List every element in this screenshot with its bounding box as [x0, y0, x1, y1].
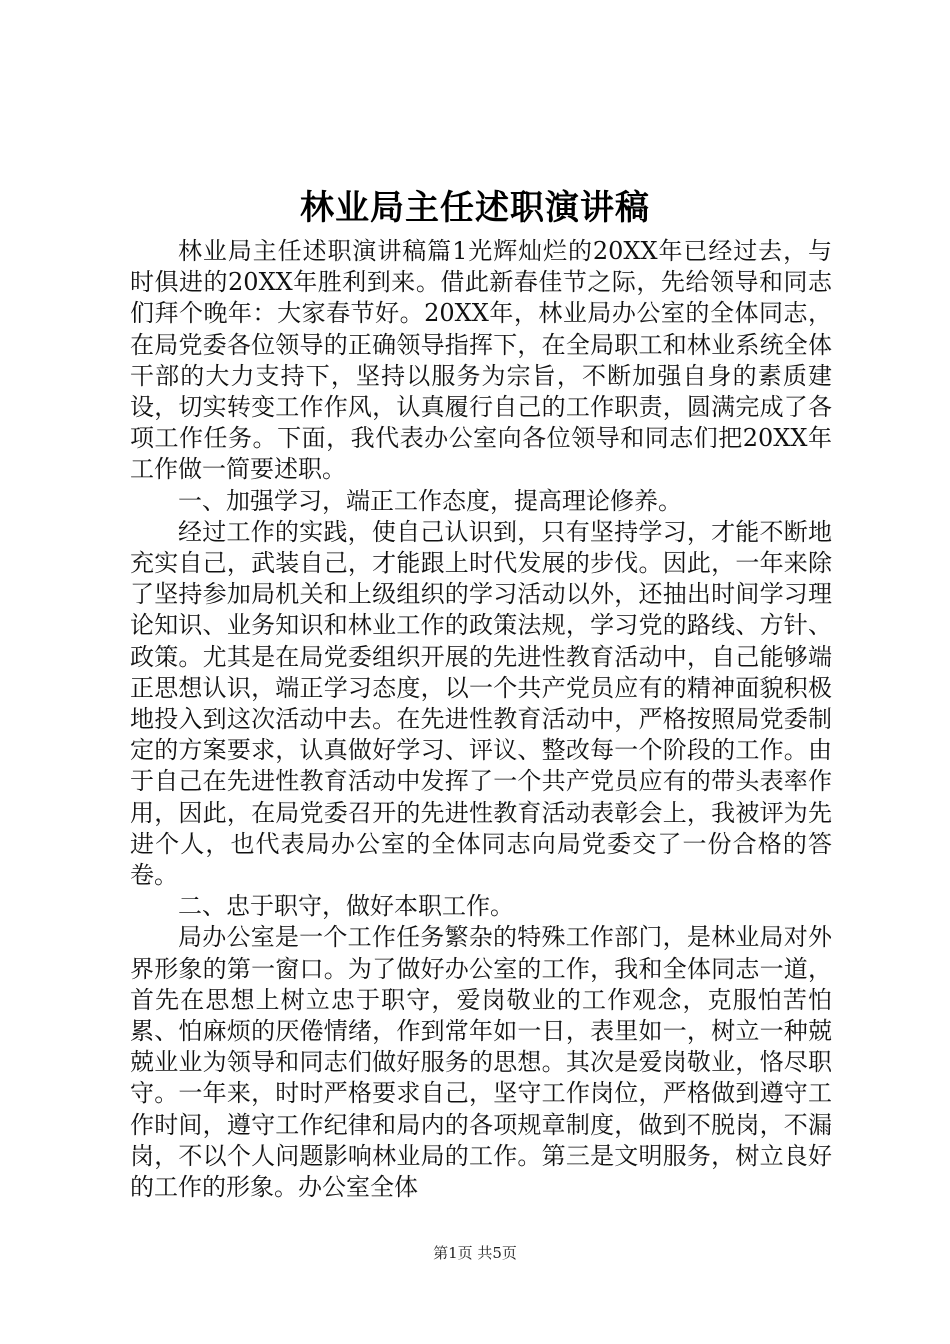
- paragraph-duty: 局办公室是一个工作任务繁杂的特殊工作部门，是林业局对外界形象的第一窗口。为了做好办公室的工作，我和全体同志一道，首先在思想上树立忠于职守，爱岗敬业的工作观念，克服怕苦怕累、怕麻烦的厌倦情绪，作到常年如一日，表里如一，树立一种兢兢业业为领导和同志们做好服务的思想。其次是爱岗敬业，恪尽职守。一年来，时时严格要求自己，坚守工作岗位，严格做到遵守工作时间，遵守工作纪律和局内的各项规章制度，做到不脱岗，不漏岗，不以个人问题影响林业局的工作。第三是文明服务，树立良好的工作的形象。办公室全体: [130, 923, 832, 1202]
- paragraph-study: 经过工作的实践，使自己认识到，只有坚持学习，才能不断地充实自己，武装自己，才能跟上时代发展的步伐。因此，一年来除了坚持参加局机关和上级组织的学习活动以外，还抽出时间学习理论知识、业务知识和林业工作的政策法规，学习党的路线、方针、政策。尤其是在局党委组织开展的先进性教育活动中，自己能够端正思想认识，端正学习态度，以一个共产党员应有的精神面貌积极地投入到这次活动中去。在先进性教育活动中，严格按照局党委制定的方案要求，认真做好学习、评议、整改每一个阶段的工作。由于自己在先进性教育活动中发挥了一个共产党员应有的带头表率作用，因此，在局党委召开的先进性教育活动表彰会上，我被评为先进个人，也代表局办公室的全体同志向局党委交了一份合格的答卷。: [130, 517, 832, 890]
- document-body: [130, 236, 832, 1203]
- section-heading-1: 一、加强学习，端正工作态度，提高理论修养。: [178, 486, 682, 515]
- page-number-footer: 第1页 共5页: [433, 1244, 517, 1262]
- document-title: 林业局主任述职演讲稿: [300, 188, 650, 228]
- section-heading-2: 二、忠于职守，做好本职工作。: [178, 892, 514, 921]
- paragraph-intro: 林业局主任述职演讲稿篇1光辉灿烂的20XX年已经过去，与时俱进的20XX年胜利到来。借此新春佳节之际，先给领导和同志们拜个晚年：大家春节好。20XX年，林业局办公室的全体同志，在局党委各位领导的正确领导指挥下，在全局职工和林业系统全体干部的大力支持下，坚持以服务为宗旨，不断加强自身的素质建设，切实转变工作作风，认真履行自己的工作职责，圆满完成了各项工作任务。下面，我代表办公室向各位领导和同志们把20XX年工作做一简要述职。: [130, 237, 832, 484]
